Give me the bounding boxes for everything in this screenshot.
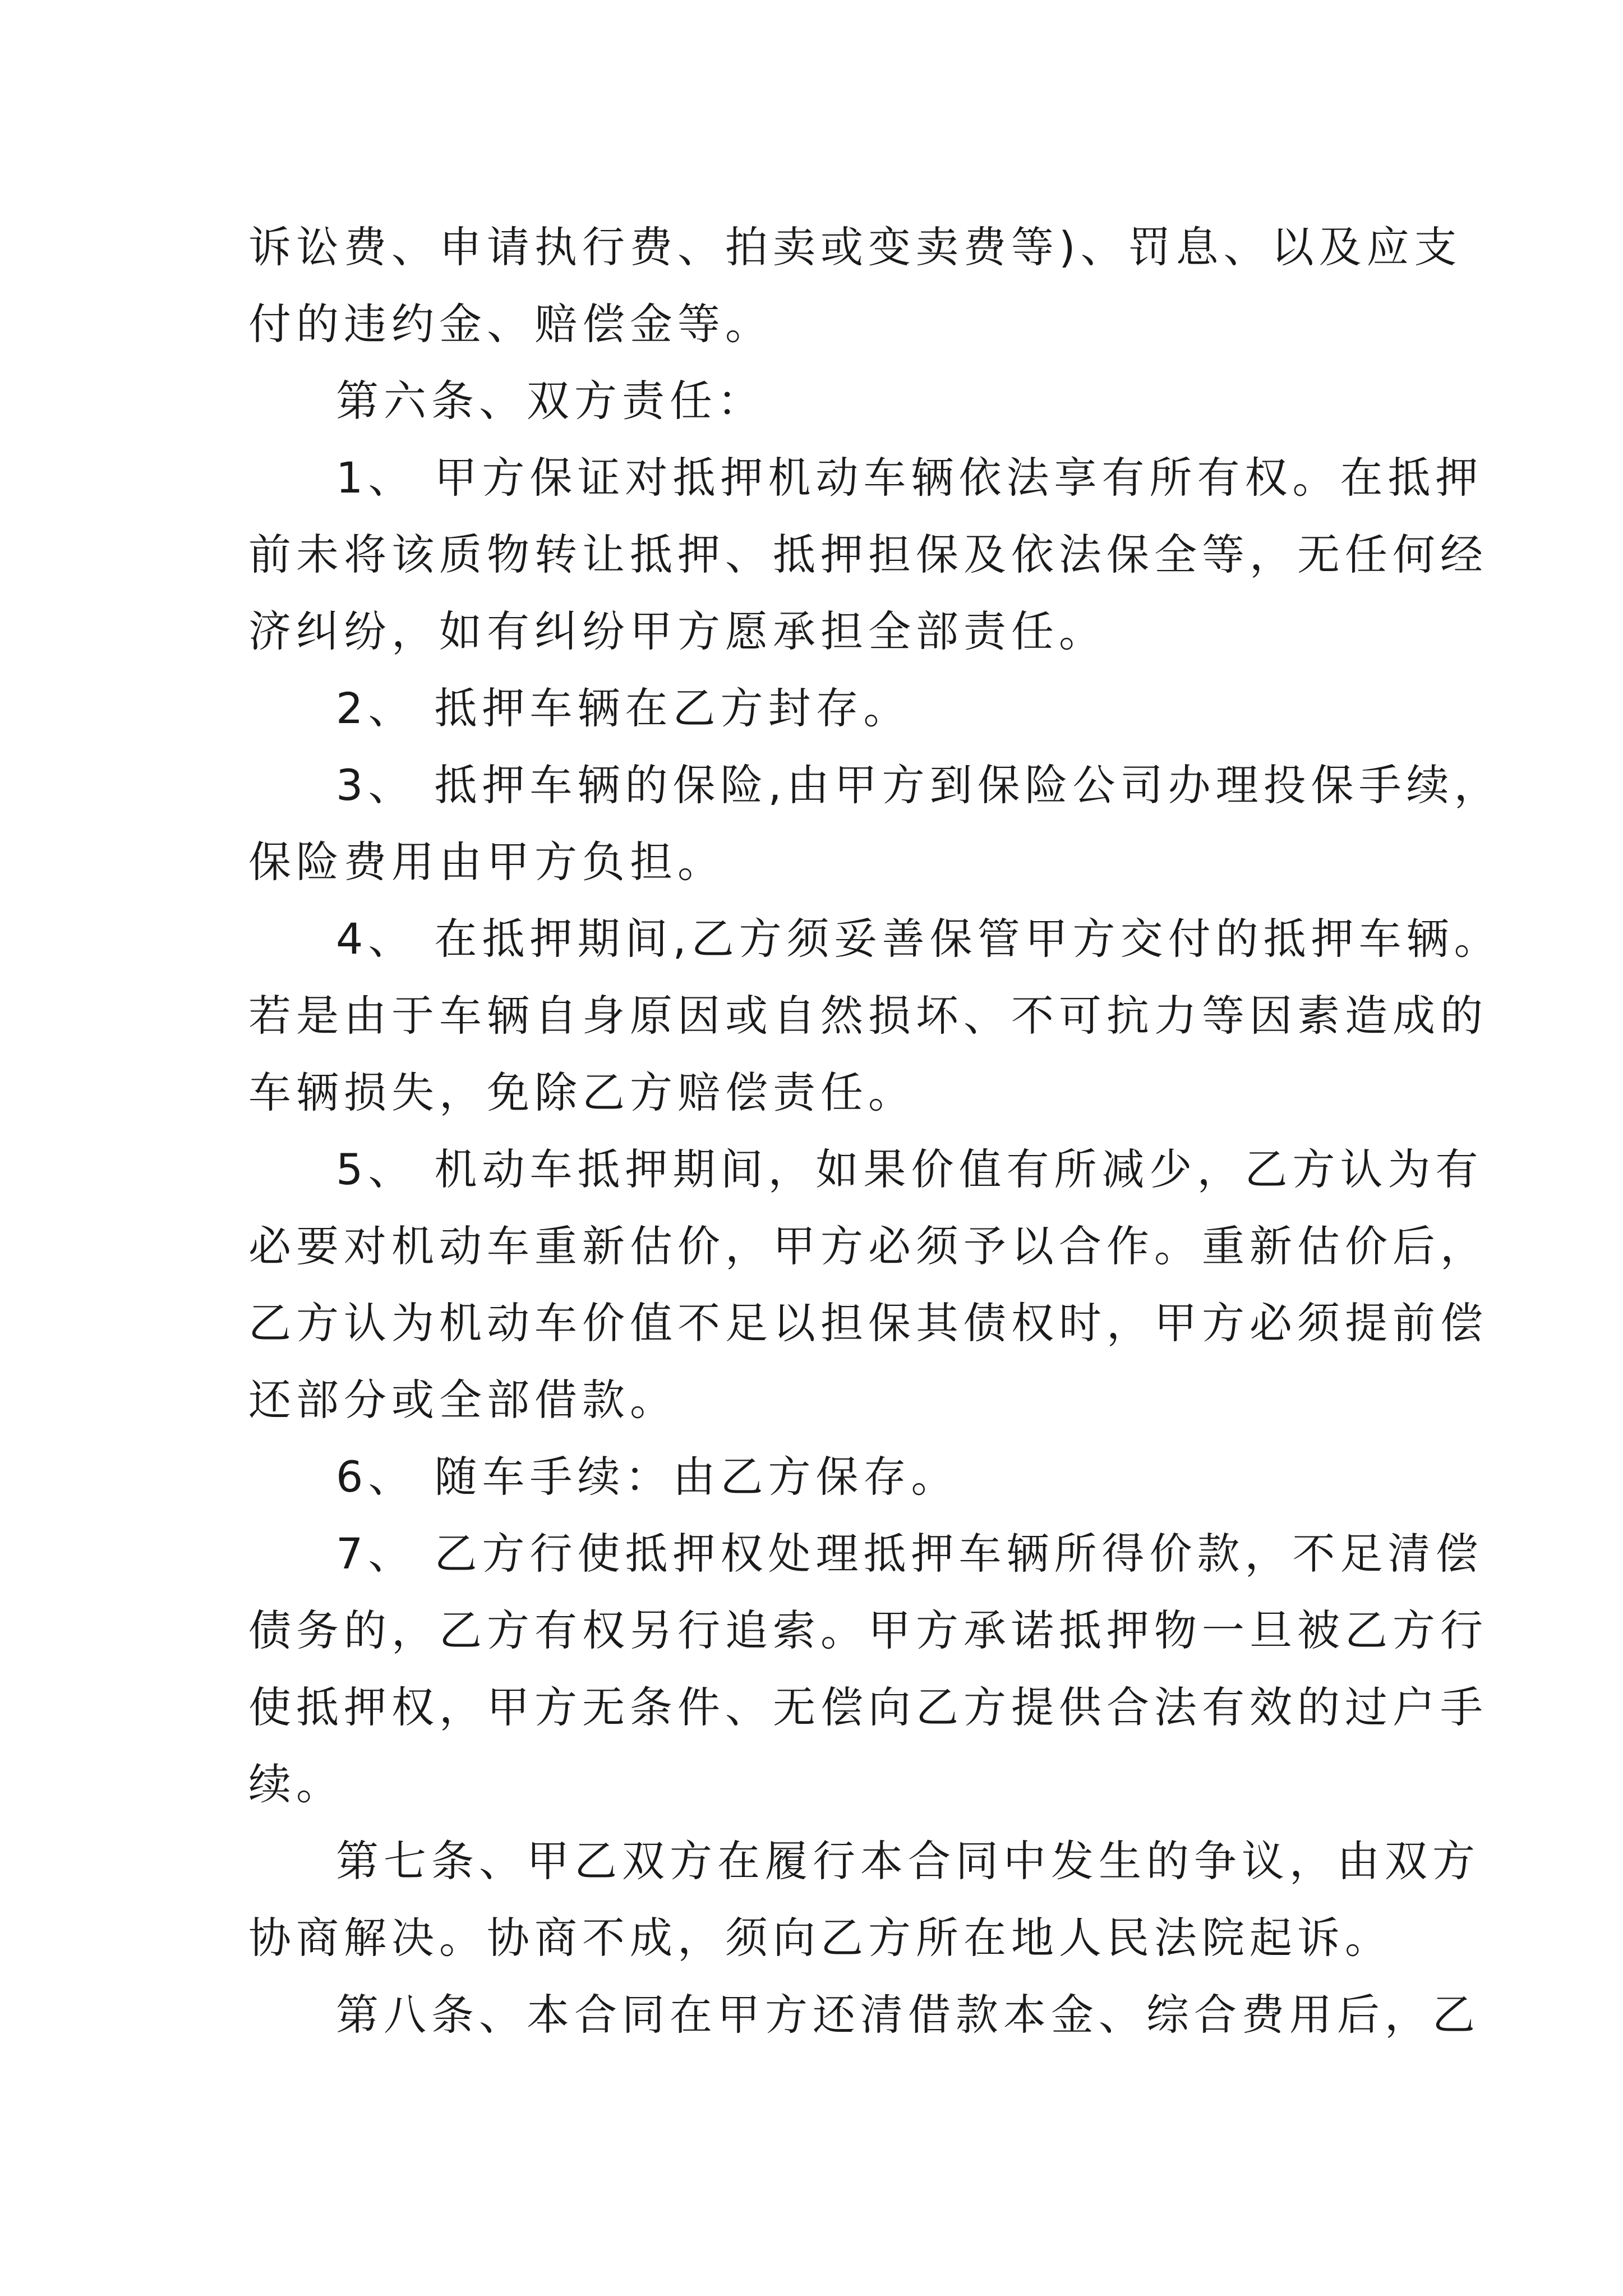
text-line: 债务的，乙方有权另行追索。甲方承诺抵押物一旦被乙方行 bbox=[248, 1605, 1488, 1655]
text-line: 3、 抵押车辆的保险,由甲方到保险公司办理投保手续， bbox=[336, 760, 1502, 810]
text-line: 车辆损失，免除乙方赔偿责任。 bbox=[248, 1068, 916, 1117]
text-line: 续。 bbox=[248, 1759, 344, 1809]
text-line: 前未将该质物转让抵押、抵押担保及依法保全等，无任何经 bbox=[248, 530, 1488, 579]
text-line: 1、 甲方保证对抵押机动车辆依法享有所有权。在抵押 bbox=[336, 453, 1483, 503]
text-line: 使抵押权，甲方无条件、无偿向乙方提供合法有效的过户手 bbox=[248, 1682, 1488, 1732]
text-line: 7、 乙方行使抵押权处理抵押车辆所得价款，不足清偿 bbox=[336, 1529, 1483, 1579]
article-6-heading: 第六条、双方责任： bbox=[336, 376, 765, 426]
text-line: 协商解决。协商不成，须向乙方所在地人民法院起诉。 bbox=[248, 1913, 1393, 1963]
text-line: 济纠纷，如有纠纷甲方愿承担全部责任。 bbox=[248, 606, 1106, 656]
text-line: 付的违约金、赔偿金等。 bbox=[248, 299, 773, 349]
text-line: 6、 随车手续：由乙方保存。 bbox=[336, 1452, 959, 1502]
text-line: 还部分或全部借款。 bbox=[248, 1375, 677, 1425]
text-line: 2、 抵押车辆在乙方封存。 bbox=[336, 683, 911, 733]
text-line: 乙方认为机动车价值不足以担保其债权时，甲方必须提前偿 bbox=[248, 1298, 1488, 1348]
text-line: 必要对机动车重新估价，甲方必须予以合作。重新估价后， bbox=[248, 1221, 1488, 1271]
text-line: 4、 在抵押期间,乙方须妥善保管甲方交付的抵押车辆。 bbox=[336, 914, 1502, 964]
article-8-text: 第八条、本合同在甲方还清借款本金、综合费用后，乙 bbox=[336, 1990, 1480, 2040]
contract-body bbox=[248, 209, 1502, 2053]
article-7-text: 第七条、甲乙双方在履行本合同中发生的争议，由双方 bbox=[336, 1836, 1480, 1886]
text-line: 5、 机动车抵押期间，如果价值有所减少，乙方认为有 bbox=[336, 1144, 1483, 1194]
text-line: 保险费用由甲方负担。 bbox=[248, 837, 725, 887]
text-line: 诉讼费、申请执行费、拍卖或变卖费等)、罚息、以及应支 bbox=[248, 222, 1462, 272]
text-line: 若是由于车辆自身原因或自然损坏、不可抗力等因素造成的 bbox=[248, 991, 1488, 1041]
